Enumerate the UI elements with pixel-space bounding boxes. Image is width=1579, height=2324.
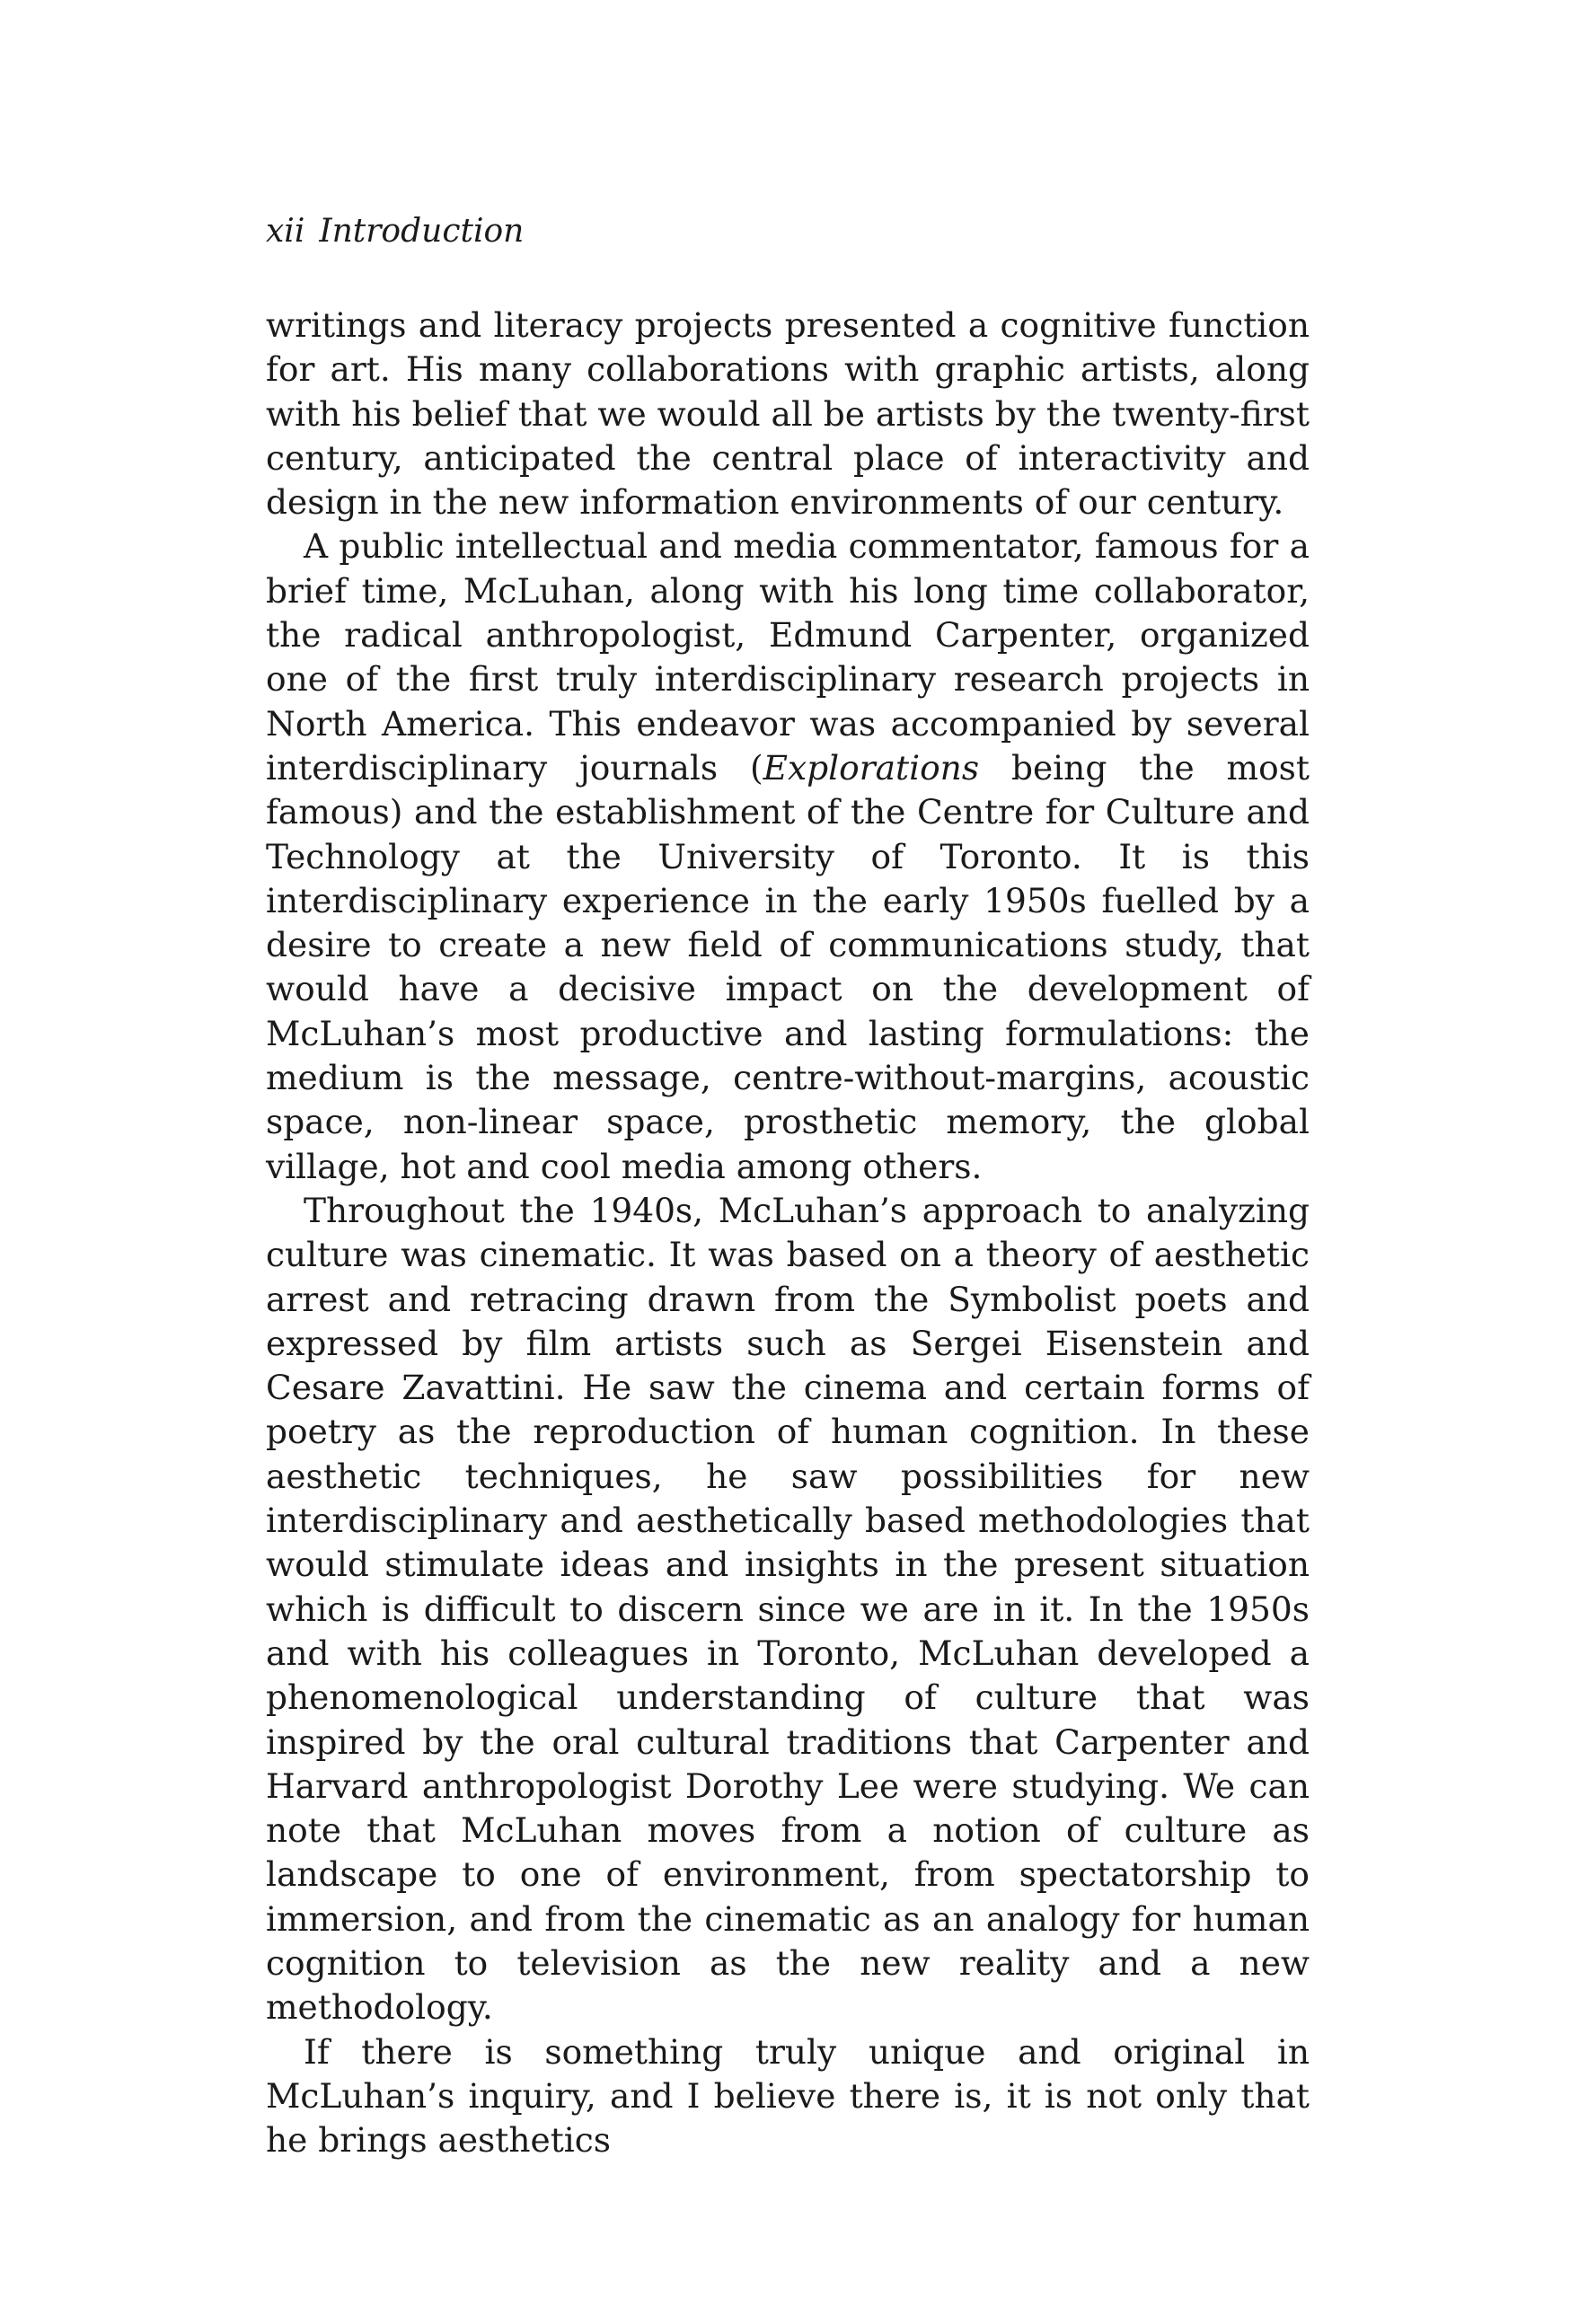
running-head — [266, 212, 524, 251]
journal-title: Explorations — [763, 747, 980, 788]
paragraph-continued: writings and literacy projects presented a cognitive function for art. His many collaborations with graphic artists, along with his belief that we would all be artists by the twenty-first century, anticipated the central place of interactivity and design in the new information environments of our century. — [266, 305, 1310, 523]
paragraph-text-after-title: being the most famous) and the establishment of the Centre for Culture and Technology at the University of Toronto. It is this interdisciplinary experience in the early 1950s fuelled by a desire to create a new field of communications study, that would have a decisive impact on the development of McLuhan’s most productive and lasting formulations: the medium is the message, centre-without-margins, acoustic space, non-linear space, prosthetic memory, the global village, hot and cool media among others. — [266, 747, 1310, 1186]
paragraph-1940s: Throughout the 1940s, McLuhan’s approach to analyzing culture was cinematic. It was based on a theory of aesthetic arrest and retracing drawn from the Symbolist poets and expressed by film artists such as Sergei Eisenstein and Cesare Zavattini. He saw the cinema and certain forms of poetry as the reproduction of human cognition. In these aesthetic techniques, he saw possibilities for new interdisciplinary and aesthetically based methodologies that would stimulate ideas and insights in the present situation which is difficult to discern since we are in it. In the 1950s and with his colleagues in Toronto, McLuhan developed a phenomenological understanding of culture that was inspired by the oral cultural traditions that Carpenter and Harvard anthropologist Dorothy Lee were studying. We can note that McLuhan moves from a notion of culture as landscape to one of environment, from spectatorship to immersion, and from the cinematic as an analogy for human cognition to television as the new reality and a new methodology. — [266, 1190, 1310, 2028]
paragraph-text-before-title: A public intellectual and media commentator, famous for a brief time, McLuhan, along with his long time collaborator, the radical anthropologist, Edmund Carpenter, organized one of the first truly interdisciplinary research projects in North America. This endeavor was accompanied by several interdisciplinary journals ( — [266, 526, 1310, 788]
running-head-title: Introduction — [319, 213, 525, 250]
paragraph-unique-inquiry: If there is something truly unique and original in McLuhan’s inquiry, and I believe there is, it is not only that he brings aesthetics — [266, 2031, 1310, 2161]
paragraph-public-intellectual — [266, 524, 1310, 1188]
body-text — [266, 304, 1310, 2162]
page-number: xii — [266, 213, 305, 250]
